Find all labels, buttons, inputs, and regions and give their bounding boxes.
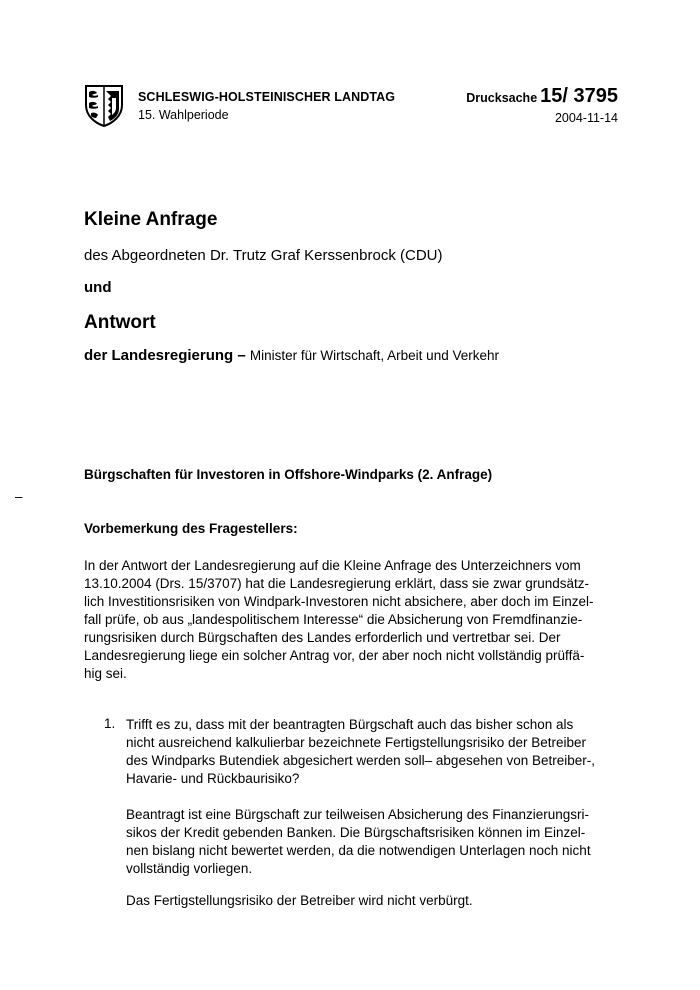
text-line: In der Antwort der Landesregierung auf die Kleine Anfrage des Unterzeichners vom (84, 558, 581, 573)
text-line: nen bislang nicht bewertet werden, da die notwendigen Unterlagen noch nicht (126, 843, 591, 858)
text-line: Beantragt ist eine Bürgschaft zur teilweisen Absicherung des Finanzierungsri- (126, 807, 589, 822)
abgeordneter-line: des Abgeordneten Dr. Trutz Graf Kerssenbrock (CDU) (84, 247, 443, 264)
drucksache-row (466, 86, 618, 106)
text-line: lich Investitionsrisiken von Windpark-Investoren nicht absichere, aber doch im Einzel- (84, 594, 594, 609)
text-line: hig sei. (84, 666, 127, 681)
text-line: vollständig vorliegen. (126, 861, 253, 876)
answer-paragraph-2 (126, 892, 626, 910)
legislative-period: 15. Wahlperiode (138, 108, 229, 122)
vorbemerkung-paragraph (84, 557, 624, 683)
title-antwort: Antwort (84, 312, 156, 333)
text-line: Trifft es zu, dass mit der beantragten Bürgschaft auch das bisher schon als (126, 717, 574, 732)
vorbemerkung-heading: Vorbemerkung des Fragestellers: (84, 521, 298, 536)
coat-of-arms-icon (84, 83, 124, 127)
margin-dash: – (15, 489, 23, 504)
text-line: Das Fertigstellungsrisiko der Betreiber wird nicht verbürgt. (126, 893, 473, 908)
header-left (138, 90, 395, 122)
text-line: rungsrisiken durch Bürgschaften des Landes erforderlich und vertretbar sei. Der (84, 630, 561, 645)
und-line: und (84, 279, 112, 296)
question-text (126, 716, 626, 788)
text-line: sikos der Kredit gebenden Banken. Die Bürgschaftsrisiken können im Einzel- (126, 825, 586, 840)
landesregierung-ministry: Minister für Wirtschaft, Arbeit und Verkehr (249, 348, 499, 363)
text-line: Landesregierung liege ein solcher Antrag vor, der aber noch nicht vollständig prüffä- (84, 648, 585, 663)
drucksache-label: Drucksache (466, 91, 538, 105)
text-line: nicht ausreichend kalkulierbar bezeichnete Fertigstellungsrisiko der Betreiber (126, 735, 586, 750)
question-number: 1. (104, 716, 116, 731)
text-line: des Windparks Butendiek abgesichert werden soll– abgesehen von Betreiber-, (126, 753, 596, 768)
landesregierung-line (84, 347, 499, 364)
landesregierung-bold: der Landesregierung – (84, 347, 246, 364)
answer-paragraph-1 (126, 806, 626, 878)
parliament-name: SCHLESWIG-HOLSTEINISCHER LANDTAG (138, 90, 396, 104)
drucksache-number: 15/ 3795 (540, 85, 618, 107)
text-line: fall prüfe, ob aus „landespolitischem Interesse“ die Absicherung von Fremdfinanzie- (84, 612, 583, 627)
header-right (466, 86, 618, 125)
text-line: Havarie- und Rückbaurisiko? (126, 771, 300, 786)
document-date: 2004-11-14 (554, 111, 618, 125)
text-line: 13.10.2004 (Drs. 15/3707) hat die Landesregierung erklärt, dass sie zwar grundsätz- (84, 576, 590, 591)
document-subject: Bürgschaften für Investoren in Offshore-Windparks (2. Anfrage) (84, 467, 493, 482)
title-kleine-anfrage: Kleine Anfrage (84, 209, 218, 230)
